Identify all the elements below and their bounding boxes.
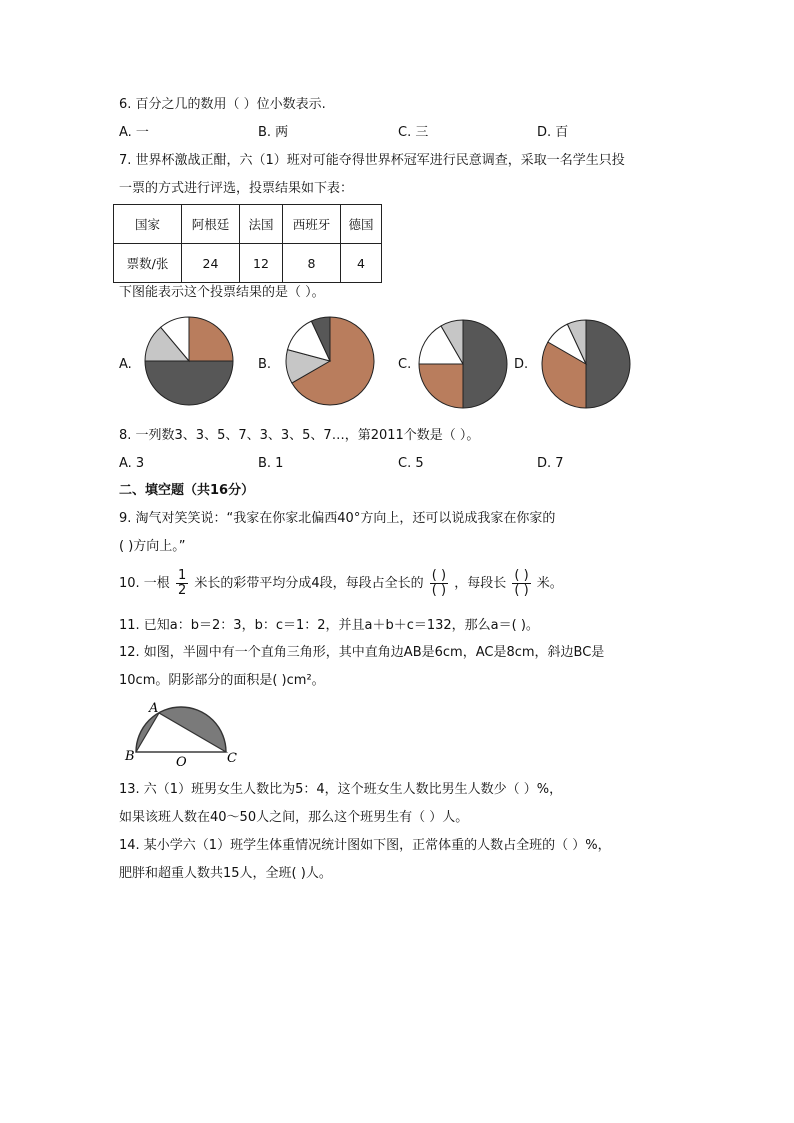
table-header-france: 法国 — [240, 205, 283, 244]
q8-option-b: B. 1 — [258, 456, 284, 471]
semicircle-triangle-figure — [122, 700, 242, 770]
q14-line1: 14. 某小学六（1）班学生体重情况统计图如下图，正常体重的人数占全班的（ ）%， — [119, 838, 611, 853]
table-header-spain: 西班牙 — [283, 205, 341, 244]
fraction-denominator: 2 — [177, 583, 187, 598]
q6-option-b: B. 两 — [258, 125, 289, 140]
table-cell-germany: 4 — [341, 244, 382, 283]
q14-line2: 肥胖和超重人数共15人，全班( )人。 — [119, 866, 332, 881]
point-label-c: C — [227, 751, 237, 766]
q6-option-c: C. 三 — [398, 125, 429, 140]
fraction-blank-numerator: ( ) — [514, 568, 529, 583]
table-cell-france: 12 — [240, 244, 283, 283]
pie-chart-c[interactable] — [418, 319, 508, 409]
pie-a-label: A. — [119, 357, 132, 372]
point-label-o: O — [176, 755, 187, 770]
pie-chart-d[interactable] — [541, 319, 631, 409]
pie-chart-b[interactable] — [285, 316, 375, 406]
pie-d-label: D. — [514, 357, 529, 372]
fraction-blank-denominator: ( ) — [431, 583, 447, 598]
q10-prefix: 10. 一根 — [119, 576, 170, 591]
q10-suffix: 米。 — [536, 576, 563, 591]
section-title: 二、填空题（共16分） — [119, 483, 255, 498]
fraction-blank-1 — [430, 569, 448, 598]
q13-line1: 13. 六（1）班男女生人数比为5：4，这个班女生人数比男生人数少（ ）%， — [119, 782, 563, 797]
q9-line2: ( )方向上。” — [119, 539, 186, 554]
table-cell-spain: 8 — [283, 244, 341, 283]
q8-text: 8. 一列数3、3、5、7、3、3、5、7…，第2011个数是（ ）。 — [119, 428, 480, 443]
table-header-argentina: 阿根廷 — [182, 205, 240, 244]
table-header-country: 国家 — [114, 205, 182, 244]
q10-mid: 米长的彩带平均分成4段，每段占全长的 — [194, 576, 424, 591]
q8-option-c: C. 5 — [398, 456, 424, 471]
fraction-blank-numerator: ( ) — [431, 568, 447, 583]
vote-table — [113, 204, 382, 283]
q7-line1: 7. 世界杯激战正酣，六（1）班对可能夺得世界杯冠军进行民意调查，采取一名学生只投 — [119, 153, 625, 168]
q12-line1: 12. 如图，半圆中有一个直角三角形，其中直角边AB是6cm，AC是8cm，斜边BC是 — [119, 645, 605, 660]
q8-option-d: D. 7 — [537, 456, 564, 471]
q10-line — [119, 566, 563, 602]
fraction-blank-denominator: ( ) — [514, 583, 529, 598]
point-label-a: A — [149, 701, 159, 716]
table-header-germany: 德国 — [341, 205, 382, 244]
fraction-blank-2 — [512, 569, 530, 598]
fraction-numerator: 1 — [177, 568, 187, 583]
q7-prompt: 下图能表示这个投票结果的是（ ）。 — [119, 285, 325, 300]
pie-b-label: B. — [258, 357, 272, 372]
q12-line2: 10cm。阴影部分的面积是( )cm²。 — [119, 673, 325, 688]
q13-line2: 如果该班人数在40～50人之间，那么这个班男生有（ ）人。 — [119, 810, 469, 825]
point-label-b: B — [125, 749, 135, 764]
table-row-label: 票数/张 — [114, 244, 182, 283]
vote-table-header-row — [114, 205, 382, 244]
table-cell-argentina: 24 — [182, 244, 240, 283]
q6-option-a: A. 一 — [119, 125, 149, 140]
pie-chart-a[interactable] — [144, 316, 234, 406]
pie-a-slice-1 — [145, 361, 233, 405]
q9-line1: 9. 淘气对笑笑说：“我家在你家北偏西40°方向上，还可以说成我家在你家的 — [119, 511, 556, 526]
q6-text: 6. 百分之几的数用（ ）位小数表示. — [119, 97, 326, 112]
q10-mid2: ，每段长 — [454, 576, 507, 591]
q8-option-a: A. 3 — [119, 456, 145, 471]
fraction-one-half — [176, 569, 188, 598]
pie-c-slice-1 — [419, 364, 463, 408]
q6-option-d: D. 百 — [537, 125, 569, 140]
pie-a-slice-0 — [189, 317, 233, 361]
vote-table-values-row — [114, 244, 382, 283]
q11-text: 11. 已知a：b＝2：3，b：c＝1：2，并且a＋b＋c＝132，那么a＝( )。 — [119, 618, 539, 633]
pie-c-label: C. — [398, 357, 412, 372]
pie-d-slice-0 — [586, 320, 630, 408]
pie-c-slice-0 — [463, 320, 507, 408]
q7-line2: 一票的方式进行评选，投票结果如下表： — [119, 181, 354, 196]
